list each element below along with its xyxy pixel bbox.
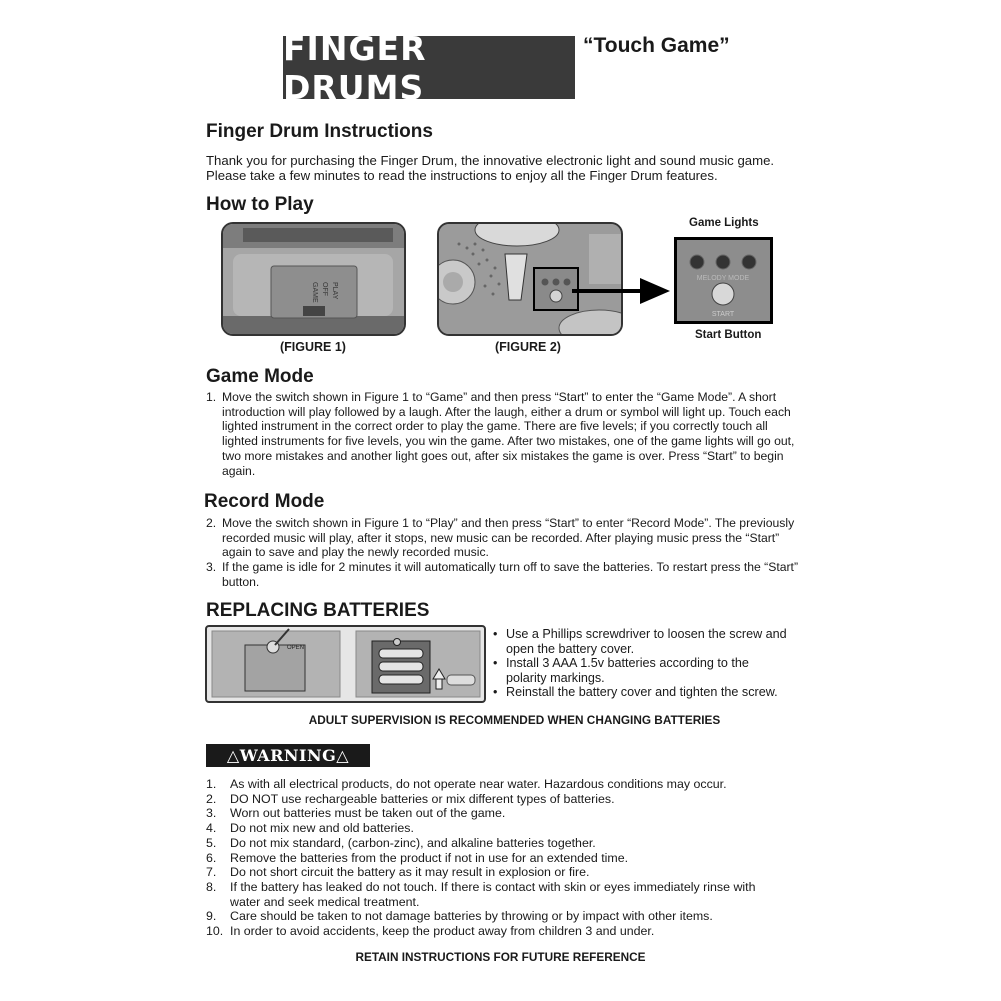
battery-illustration (207, 627, 484, 701)
item-number: 6. (206, 850, 217, 865)
arrow-right-icon (572, 276, 672, 306)
bullet-icon: • (493, 685, 498, 700)
intro-heading: Finger Drum Instructions (206, 121, 433, 142)
item-text: Remove the batteries from the product if not in use for an extended time. (230, 850, 629, 865)
item-number: 2. (206, 791, 217, 806)
list-item (206, 560, 802, 589)
switch-label-off: OFF (321, 282, 328, 296)
item-text: Reinstall the battery cover and tighten the screw. (506, 685, 778, 700)
list-item (493, 685, 793, 700)
battery-figure (205, 625, 486, 703)
warning-list (206, 777, 766, 939)
list-item (206, 806, 766, 821)
item-text: DO NOT use rechargeable batteries or mix different types of batteries. (230, 791, 615, 806)
figure-1-image (221, 222, 406, 336)
record-mode-heading: Record Mode (204, 491, 325, 512)
switch-label-play: PLAY (331, 282, 338, 300)
panel-text: MELODY MODE (696, 275, 750, 282)
item-text: As with all electrical products, do not operate near water. Hazardous conditions may occur. (230, 777, 727, 791)
bullet-icon: • (493, 656, 498, 671)
start-button-label: Start Button (695, 329, 762, 341)
item-number: 3. (206, 560, 217, 575)
list-item (206, 516, 802, 560)
record-mode-list (206, 516, 802, 590)
item-text: If the game is idle for 2 minutes it will automatically turn off to save the batteries. To restart press the “Start” button. (222, 560, 799, 589)
item-text: Do not mix new and old batteries. (230, 821, 414, 836)
battery-bullets (493, 627, 793, 700)
list-item (206, 880, 766, 909)
item-text: In order to avoid accidents, keep the product away from children 3 and under. (230, 924, 655, 939)
game-mode-heading: Game Mode (206, 366, 314, 387)
item-text: Do not short circuit the battery as it may result in explosion or fire. (230, 865, 590, 880)
how-to-play-heading: How to Play (206, 194, 314, 215)
list-item (493, 627, 793, 656)
list-item (206, 821, 766, 836)
item-text: If the battery has leaked do not touch. If there is contact with skin or eyes immediately rinse with water and seek medical treatment. (230, 879, 756, 909)
cover-open-label: OPEN (287, 645, 305, 651)
game-lights-panel (674, 237, 773, 324)
list-item (493, 656, 793, 685)
item-number: 10. (206, 924, 224, 939)
item-text: Move the switch shown in Figure 1 to “Play” and then press “Start” to enter “Record Mode”. The previously recorded music will play, after it stops, new music can be recorded. After playing music press the “Start” again to save and play the newly recorded music. (222, 516, 795, 560)
item-text: Do not mix standard, (carbon-zinc), and alkaline batteries together. (230, 835, 596, 850)
game-mode-list (206, 390, 802, 478)
subtitle: “Touch Game” (583, 34, 730, 57)
item-number: 2. (206, 516, 217, 530)
list-item (206, 836, 766, 851)
item-number: 1. (206, 777, 217, 791)
item-text: Care should be taken to not damage batteries by throwing or by impact with other items. (230, 909, 713, 924)
brand-title: FINGER DRUMS (283, 36, 575, 99)
start-text: START (711, 311, 735, 318)
batteries-heading: REPLACING BATTERIES (206, 600, 430, 621)
item-number: 3. (206, 806, 217, 821)
item-number: 5. (206, 835, 217, 850)
warning-banner: △WARNING△ (206, 744, 370, 767)
item-text: Worn out batteries must be taken out of the game. (230, 806, 506, 821)
footer-note: RETAIN INSTRUCTIONS FOR FUTURE REFERENCE (355, 950, 646, 964)
item-number: 7. (206, 865, 217, 880)
item-number: 9. (206, 909, 217, 924)
game-lights-illustration (677, 240, 770, 321)
figure-2-caption: (FIGURE 2) (495, 340, 561, 354)
figure-1-caption: (FIGURE 1) (280, 340, 346, 354)
figure-1-illustration (223, 224, 404, 334)
list-item (206, 390, 802, 478)
item-text: Install 3 AAA 1.5v batteries according to the polarity markings. (506, 656, 749, 685)
list-item (206, 851, 766, 866)
switch-label-game: GAME (311, 282, 318, 303)
item-number: 1. (206, 390, 217, 404)
item-number: 4. (206, 821, 217, 836)
game-lights-label: Game Lights (689, 217, 759, 229)
intro-text: Thank you for purchasing the Finger Drum, the innovative electronic light and sound music game. Please take a few minutes to read the instructions to enjoy all the Finger Drum features. (206, 153, 775, 183)
list-item (206, 865, 766, 880)
item-text: Use a Phillips screwdriver to loosen the screw and open the battery cover. (506, 627, 787, 656)
list-item (206, 777, 766, 792)
bullet-icon: • (493, 627, 498, 641)
list-item (206, 792, 766, 807)
supervision-note: ADULT SUPERVISION IS RECOMMENDED WHEN CHANGING BATTERIES (308, 713, 721, 727)
item-number: 8. (206, 879, 217, 894)
list-item (206, 924, 766, 939)
list-item (206, 909, 766, 924)
item-text: Move the switch shown in Figure 1 to “Game” and then press “Start” to enter the “Game Mode”. A short introduction will play followed by a laugh. After the laugh, either a drum or symbol will light up. Touch each lighted instrument in the correct order to play the game. There are five levels; if you correctly touch all lighted instruments for five levels, you win the game. After two mistakes, one of the game lights will go out, two more mistakes and another light goes out, after six mistakes the game is over. Press “Start” to begin again. (222, 390, 795, 478)
